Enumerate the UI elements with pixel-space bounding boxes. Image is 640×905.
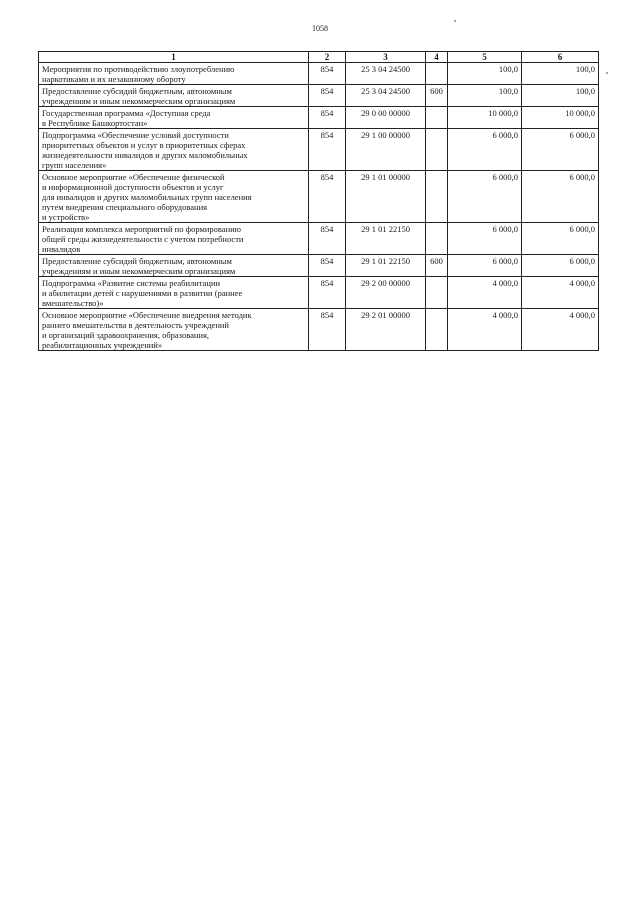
scan-speck [606, 72, 608, 74]
amount-col5: 6 000,0 [448, 255, 522, 277]
amount-col6: 100,0 [522, 85, 599, 107]
table-row [39, 277, 599, 309]
target-article-code: 25 3 04 24500 [346, 63, 426, 85]
table-row [39, 107, 599, 129]
item-name: Государственная программа «Доступная среда в Республике Башкортостан» [39, 107, 309, 129]
amount-col5: 4 000,0 [448, 277, 522, 309]
item-name: Основное мероприятие «Обеспечение внедрения методик раннего вмешательства в деятельность учреждений и организаций здравоохранения, образования, реабилитационных учреждений» [39, 309, 309, 351]
expense-type-code [426, 107, 448, 129]
item-name: Мероприятия по противодействию злоупотреблению наркотиками и их незаконному обороту [39, 63, 309, 85]
target-article-code: 29 2 01 00000 [346, 309, 426, 351]
item-name: Реализация комплекса мероприятий по формированию общей среды жизнедеятельности с учетом потребности инвалидов [39, 223, 309, 255]
table-row [39, 223, 599, 255]
amount-col5: 6 000,0 [448, 171, 522, 223]
table-row [39, 171, 599, 223]
expense-type-code: 600 [426, 255, 448, 277]
column-header: 1 [39, 52, 309, 63]
expense-type-code [426, 223, 448, 255]
target-article-code: 25 3 04 24500 [346, 85, 426, 107]
column-header: 6 [522, 52, 599, 63]
ministry-code: 854 [309, 309, 346, 351]
table-row [39, 255, 599, 277]
ministry-code: 854 [309, 171, 346, 223]
target-article-code: 29 1 00 00000 [346, 129, 426, 171]
ministry-code: 854 [309, 255, 346, 277]
amount-col5: 6 000,0 [448, 223, 522, 255]
table-row [39, 129, 599, 171]
budget-table [38, 51, 599, 351]
target-article-code: 29 1 01 22150 [346, 223, 426, 255]
amount-col5: 100,0 [448, 63, 522, 85]
target-article-code: 29 2 00 00000 [346, 277, 426, 309]
expense-type-code [426, 309, 448, 351]
target-article-code: 29 0 00 00000 [346, 107, 426, 129]
ministry-code: 854 [309, 277, 346, 309]
item-name: Предоставление субсидий бюджетным, автономным учреждениям и иным некоммерческим организациям [39, 255, 309, 277]
scan-speck [454, 20, 456, 22]
ministry-code: 854 [309, 85, 346, 107]
page-number: 1058 [312, 24, 328, 33]
table-row [39, 63, 599, 85]
item-name: Подпрограмма «Развитие системы реабилитации и абилитации детей с нарушениями в развитии (раннее вмешательство)» [39, 277, 309, 309]
amount-col6: 6 000,0 [522, 223, 599, 255]
ministry-code: 854 [309, 63, 346, 85]
amount-col6: 4 000,0 [522, 309, 599, 351]
expense-type-code [426, 171, 448, 223]
amount-col6: 100,0 [522, 63, 599, 85]
header-row [39, 52, 599, 63]
ministry-code: 854 [309, 129, 346, 171]
item-name: Предоставление субсидий бюджетным, автономным учреждениям и иным некоммерческим организациям [39, 85, 309, 107]
table-row [39, 85, 599, 107]
target-article-code: 29 1 01 00000 [346, 171, 426, 223]
expense-type-code: 600 [426, 85, 448, 107]
ministry-code: 854 [309, 107, 346, 129]
amount-col6: 10 000,0 [522, 107, 599, 129]
item-name: Основное мероприятие «Обеспечение физической и информационной доступности объектов и услуг для инвалидов и других маломобильных групп населения путем внедрения специального оборудования и устройств» [39, 171, 309, 223]
amount-col6: 6 000,0 [522, 255, 599, 277]
column-header: 5 [448, 52, 522, 63]
expense-type-code [426, 277, 448, 309]
amount-col5: 4 000,0 [448, 309, 522, 351]
item-name: Подпрограмма «Обеспечение условий доступности приоритетных объектов и услуг в приоритетных сферах жизнедеятельности инвалидов и других маломобильных групп населения» [39, 129, 309, 171]
column-header: 4 [426, 52, 448, 63]
column-header: 3 [346, 52, 426, 63]
expense-type-code [426, 129, 448, 171]
target-article-code: 29 1 01 22150 [346, 255, 426, 277]
amount-col5: 10 000,0 [448, 107, 522, 129]
amount-col5: 6 000,0 [448, 129, 522, 171]
column-header: 2 [309, 52, 346, 63]
expense-type-code [426, 63, 448, 85]
ministry-code: 854 [309, 223, 346, 255]
amount-col6: 4 000,0 [522, 277, 599, 309]
amount-col5: 100,0 [448, 85, 522, 107]
amount-col6: 6 000,0 [522, 171, 599, 223]
table-row [39, 309, 599, 351]
amount-col6: 6 000,0 [522, 129, 599, 171]
